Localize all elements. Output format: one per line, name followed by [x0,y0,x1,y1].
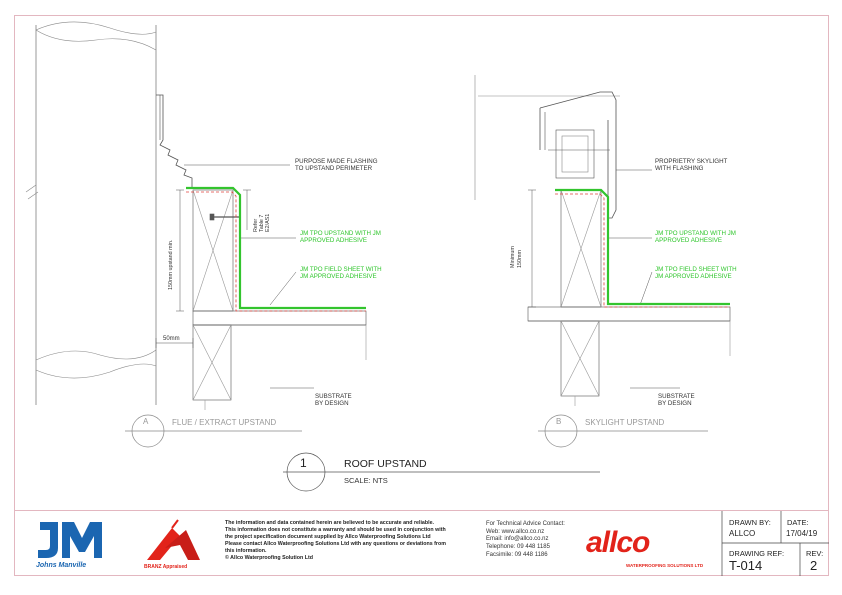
membrane-green-a [186,188,366,308]
label-refer: Refer Table 7 E2/AS1 [253,213,271,232]
detail-a-title: FLUE / EXTRACT UPSTAND [172,418,277,427]
date-value: 17/04/19 [786,529,818,538]
adhesive-red-b [555,194,730,307]
label-minimum: Minimum 150mm [510,246,523,268]
label-upstand-adhesive-a: JM TPO UPSTAND WITH JM APPROVED ADHESIVE [300,230,381,245]
label-50mm: 50mm [163,336,180,342]
drawn-by-value: ALLCO [729,529,756,538]
label-substrate-a: SUBSTRATE BY DESIGN [315,393,352,408]
branz-logo-text: BRANZ Appraised [144,564,188,570]
detail-b-letter: B [556,417,562,426]
label-field-sheet-b: JM TPO FIELD SHEET WITH JM APPROVED ADHESIVE [655,266,737,281]
branz-logo [147,520,200,560]
main-title: ROOF UPSTAND [344,458,427,470]
main-scale: SCALE: NTS [344,476,388,485]
label-upstand-min: 150mm upstand min. [168,239,174,290]
roof-deck [193,311,366,325]
label-skylight: PROPRIETRY SKYLIGHT WITH FLASHING [655,158,728,173]
main-detail-number: 1 [300,456,307,470]
detail-b-title: SKYLIGHT UPSTAND [585,418,665,427]
label-substrate-b: SUBSTRATE BY DESIGN [658,393,695,408]
adhesive-red-a [186,192,366,311]
label-upstand-adhesive-b: JM TPO UPSTAND WITH JM APPROVED ADHESIVE [655,230,736,245]
roof-deck-b [528,307,730,321]
allco-logo-name: allco [586,526,650,559]
rev-label: REV: [806,549,824,558]
purpose-made-flashing [156,95,192,188]
flue-break-curve-top [36,30,156,50]
jm-logo-name: Johns Manville [36,562,87,569]
jm-logo [33,518,109,564]
label-field-sheet-a: JM TPO FIELD SHEET WITH JM APPROVED ADHESIVE [300,266,382,281]
drawing-ref-value: T-014 [729,558,763,573]
allco-logo-tagline: WATERPROOFING SOLUTIONS LTD [626,563,704,568]
flue-break-curve-bottom [36,350,156,360]
rev-value: 2 [810,558,818,573]
detail-a-letter: A [143,417,149,426]
skylight-frame [540,92,616,218]
leader-field-a [270,272,296,305]
label-flashing: PURPOSE MADE FLASHING TO UPSTAND PERIMETER [295,158,378,173]
leader-field-b [640,272,652,305]
disclaimer-text: The information and data contained herein are believed to be accurate and reliable. This information does not constitute a warranty and should be used in conjunction with the project specification document supplied by Allco Waterproofing Solutions Ltd Please contact Allco Waterproofing Solutions Ltd with any questions or deviations from this information. © Allco Waterproofing Solution Ltd [225,520,446,561]
date-label: DATE: [787,518,809,527]
contact-details: For Technical Advice Contact: Web: www.allco.co.nz Email: info@allco.co.nz Telephone: 09 448 1185 Facsimile: 09 448 1186 [486,521,565,558]
drawn-by-label: DRAWN BY: [729,518,771,527]
drawing-ref-label: DRAWING REF: [729,549,785,558]
detail-a-linework [26,22,366,410]
